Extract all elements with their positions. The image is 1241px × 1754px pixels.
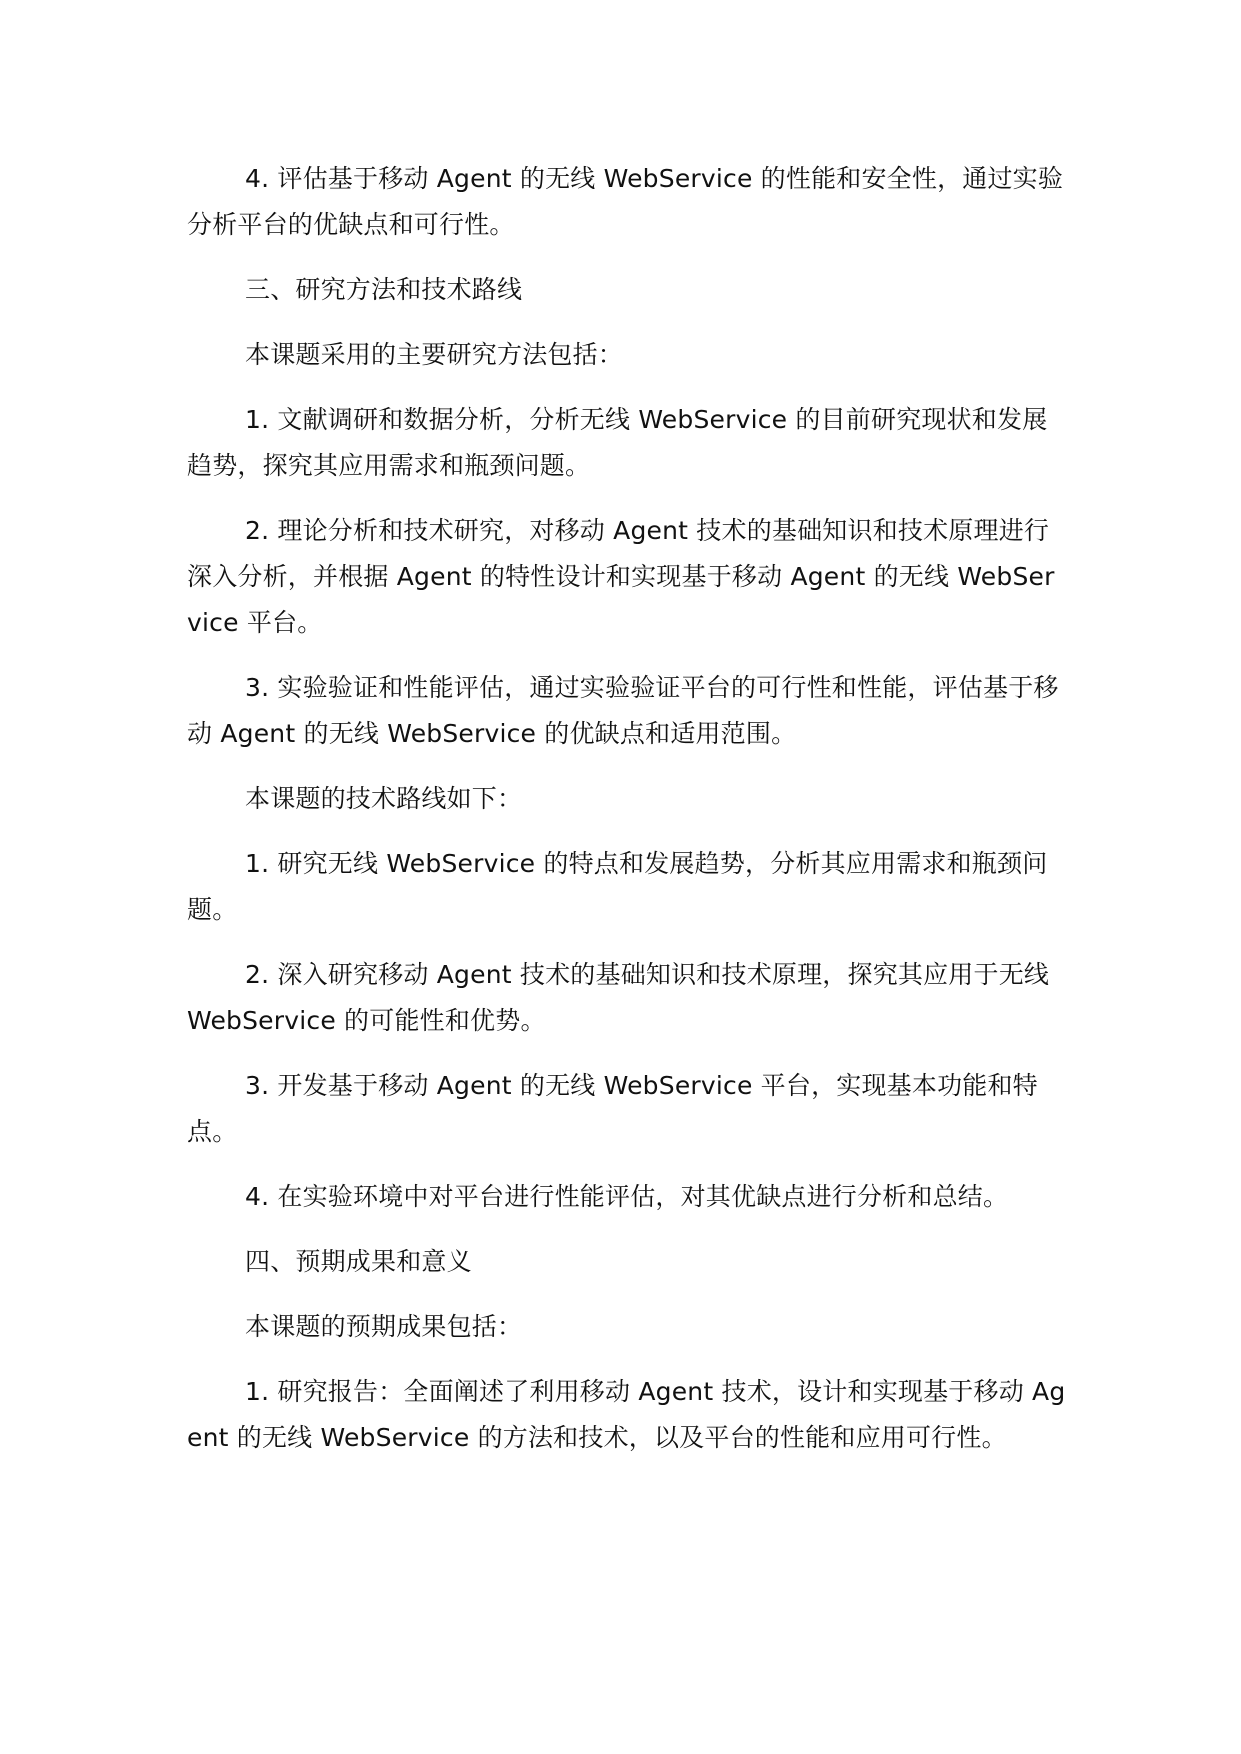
method-item-experiment: 3. 实验验证和性能评估，通过实验验证平台的可行性和性能，评估基于移动 Agent 的无线 WebService 的优缺点和适用范围。 xyxy=(187,673,1059,748)
method-item-theory: 2. 理论分析和技术研究，对移动 Agent 技术的基础知识和技术原理进行深入分析，并根据 Agent 的特性设计和实现基于移动 Agent 的无线 WebService 平台。 xyxy=(187,516,1055,637)
route-intro: 本课题的技术路线如下： xyxy=(245,784,523,813)
outcome-item-report: 1. 研究报告：全面阐述了利用移动 Agent 技术，设计和实现基于移动 Agent 的无线 WebService 的方法和技术，以及平台的性能和应用可行性。 xyxy=(187,1377,1066,1452)
route-item-evaluate: 4. 在实验环境中对平台进行性能评估，对其优缺点进行分析和总结。 xyxy=(245,1182,1009,1211)
route-item-agent-study: 2. 深入研究移动 Agent 技术的基础知识和技术原理，探究其应用于无线 WebService 的可能性和优势。 xyxy=(187,960,1050,1035)
section-heading-methods: 三、研究方法和技术路线 xyxy=(245,275,523,304)
route-item-research: 1. 研究无线 WebService 的特点和发展趋势，分析其应用需求和瓶颈问题。 xyxy=(187,849,1048,924)
outcomes-intro: 本课题的预期成果包括： xyxy=(245,1312,523,1341)
list-item-evaluate-performance: 4. 评估基于移动 Agent 的无线 WebService 的性能和安全性，通过实验分析平台的优缺点和可行性。 xyxy=(187,164,1064,239)
methods-intro: 本课题采用的主要研究方法包括： xyxy=(245,340,624,369)
route-item-develop: 3. 开发基于移动 Agent 的无线 WebService 平台，实现基本功能和特点。 xyxy=(187,1071,1038,1146)
section-heading-outcomes: 四、预期成果和意义 xyxy=(245,1247,472,1276)
method-item-literature: 1. 文献调研和数据分析，分析无线 WebService 的目前研究现状和发展趋势，探究其应用需求和瓶颈问题。 xyxy=(187,405,1048,480)
document-body xyxy=(187,156,1067,1480)
